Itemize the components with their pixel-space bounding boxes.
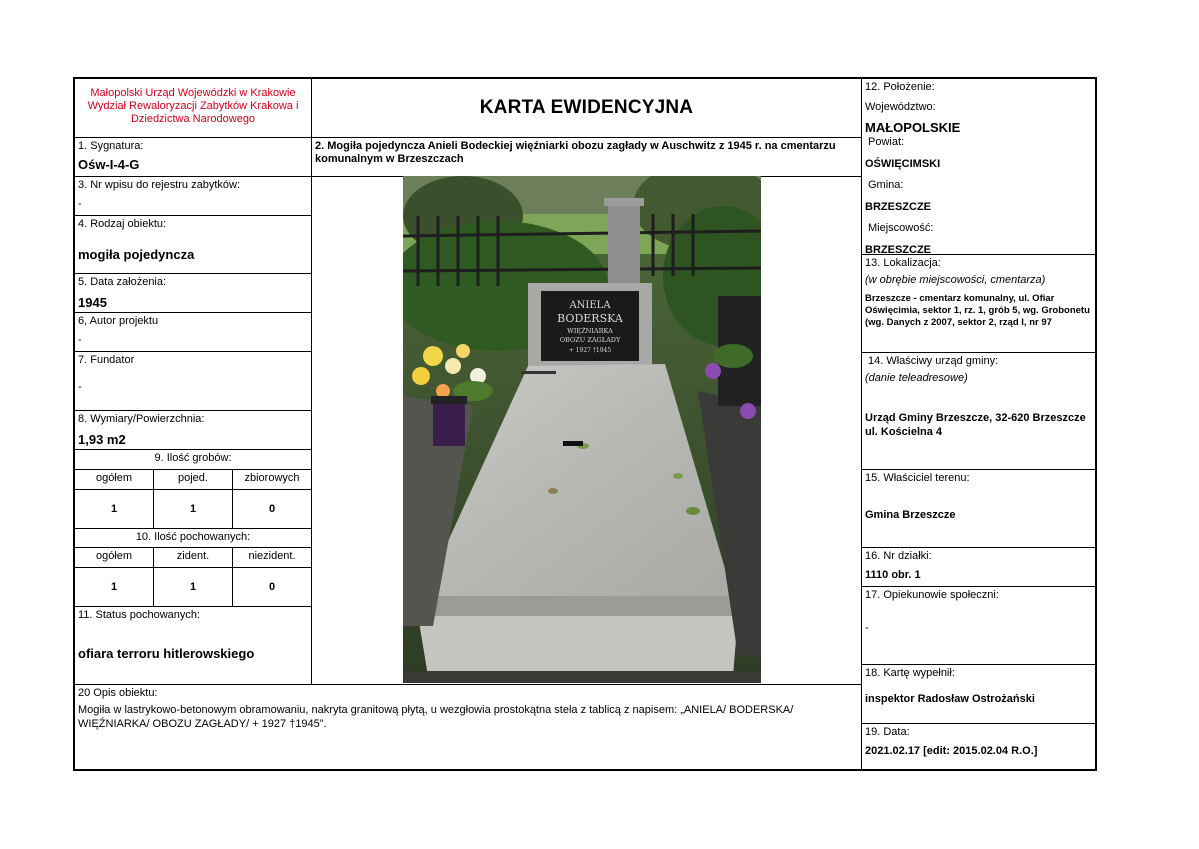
municipal-office-label: 14. Właściwy urząd gminy: [868, 355, 999, 367]
localization-value: Brzeszcze - cmentarz komunalny, ul. Ofiar Oświęcimia, sektor 1, rz. 1, grób 5, wg. Grobonetu (wg. Danych z 2007, sektor 2, rząd I, nr 97 [865, 293, 1090, 328]
graves-header-collective: zbiorowych [233, 470, 312, 490]
filled-by-value: inspektor Radosław Ostrożański [865, 693, 1035, 705]
dimensions-value: 1,93 m2 [78, 432, 126, 447]
burial-status-cell [75, 607, 312, 685]
svg-text:OBOZU ZAGŁADY: OBOZU ZAGŁADY [559, 336, 621, 344]
svg-text:BODERSKA: BODERSKA [557, 312, 623, 325]
localization-hint: (w obrębie miejscowości, cmentarza) [865, 274, 1046, 286]
date-cell [862, 724, 1095, 769]
description-text: Mogiła w lastrykowo-betonowym obramowaniu, nakryta granitową płytą, u wezgłowia prostokątna stela z tablicą z napisem: „ANIELA/ BODERSKA/ WIĘŹNIARKA/ OBOZU ZAGŁADY/ + 1927 †1945”. [78, 704, 794, 730]
date-value: 2021.02.17 [edit: 2015.02.04 R.O.] [865, 745, 1038, 757]
filled-by-label: 18. Kartę wypełnił: [865, 667, 955, 679]
founder-label: 7. Fundator [78, 354, 135, 366]
localization-cell [862, 255, 1095, 353]
guardians-label: 17. Opiekunowie społeczni: [865, 589, 999, 601]
founding-date-value: 1945 [78, 295, 107, 310]
commune-label: Gmina: [868, 179, 904, 191]
municipal-office-hint: (danie teleadresowe) [865, 372, 968, 384]
graves-value-total: 1 [75, 490, 154, 529]
locality-value: BRZESZCZE [865, 244, 931, 255]
registry-cell [75, 177, 312, 216]
buried-header-unidentified: niezident. [233, 548, 312, 568]
plot-number-label: 16. Nr działki: [865, 550, 932, 562]
signature-cell [75, 138, 312, 177]
author-value: - [78, 334, 82, 346]
land-owner-cell [862, 470, 1095, 548]
plot-number-cell [862, 548, 1095, 587]
buried-header-total: ogółem [75, 548, 154, 568]
description-cell [75, 684, 862, 769]
graves-count-label: 9. Ilość grobów: [75, 450, 312, 470]
locality-label: Miejscowość: [868, 222, 934, 234]
buried-header-identified: zident. [154, 548, 233, 568]
founder-cell [75, 352, 312, 411]
municipal-office-value: Urząd Gminy Brzeszcze, 32-620 Brzeszcze ul. Kościelna 4 [865, 412, 1086, 438]
location-label: 12. Położenie: [865, 81, 935, 93]
buried-value-total: 1 [75, 568, 154, 607]
burial-status-value: ofiara terroru hitlerowskiego [78, 646, 255, 661]
founder-value: - [78, 381, 82, 393]
localization-label: 13. Lokalizacja: [865, 257, 941, 269]
guardians-cell [862, 587, 1095, 665]
svg-text:+ 1927 †1945: + 1927 †1945 [568, 347, 612, 354]
county-label: Powiat: [868, 136, 905, 148]
description-label: 20 Opis obiektu: [78, 687, 158, 699]
registry-label: 3. Nr wpisu do rejestru zabytków: [78, 179, 241, 191]
date-label: 19. Data: [865, 726, 910, 738]
signature-value: Ośw-I-4-G [78, 157, 140, 172]
object-name: 2. Mogiła pojedyncza Anieli Bodeckiej więźniarki obozu zagłady w Auschwitz z 1945 r. na cmentarzu komunalnym w Brzeszczach [312, 138, 862, 177]
object-type-cell [75, 216, 312, 274]
institution-name: Małopolski Urząd Wojewódzki w Krakowie Wydział Rewaloryzacji Zabytków Krakowa i Dziedzictwa Narodowego [75, 79, 312, 138]
author-label: 6, Autor projektu [78, 315, 159, 327]
grave-photo [403, 176, 761, 683]
burial-status-label: 11. Status pochowanych: [78, 609, 201, 621]
svg-text:WIĘŹNIARKA: WIĘŹNIARKA [567, 327, 613, 335]
buried-count-label: 10. Ilość pochowanych: [75, 529, 312, 548]
graves-value-single: 1 [154, 490, 233, 529]
commune-value: BRZESZCZE [865, 201, 931, 213]
registry-value: - [78, 198, 82, 210]
founding-date-cell [75, 274, 312, 313]
svg-text:ANIELA: ANIELA [569, 300, 611, 311]
graves-header-total: ogółem [75, 470, 154, 490]
dimensions-label: 8. Wymiary/Powierzchnia: [78, 413, 205, 425]
location-cell [862, 79, 1095, 255]
founding-date-label: 5. Data założenia: [78, 276, 167, 288]
county-value: OŚWIĘCIMSKI [865, 158, 941, 170]
signature-label: 1. Sygnatura: [78, 140, 144, 152]
municipal-office-cell [862, 353, 1095, 470]
graves-header-single: pojed. [154, 470, 233, 490]
filled-by-cell [862, 665, 1095, 724]
guardians-value: - [865, 622, 869, 634]
author-cell [75, 313, 312, 352]
land-owner-label: 15. Właściciel terenu: [865, 472, 970, 484]
object-type-value: mogiła pojedyncza [78, 247, 195, 262]
plot-number-value: 1110 obr. 1 [865, 569, 921, 581]
graves-value-collective: 0 [233, 490, 312, 529]
object-type-label: 4. Rodzaj obiektu: [78, 218, 167, 230]
voivodeship-value: MAŁOPOLSKIE [865, 120, 961, 135]
dimensions-cell [75, 411, 312, 450]
page-title: KARTA EWIDENCYJNA [312, 79, 862, 138]
buried-value-identified: 1 [154, 568, 233, 607]
land-owner-value: Gmina Brzeszcze [865, 509, 956, 521]
voivodeship-label: Województwo: [865, 101, 936, 113]
buried-value-unidentified: 0 [233, 568, 312, 607]
